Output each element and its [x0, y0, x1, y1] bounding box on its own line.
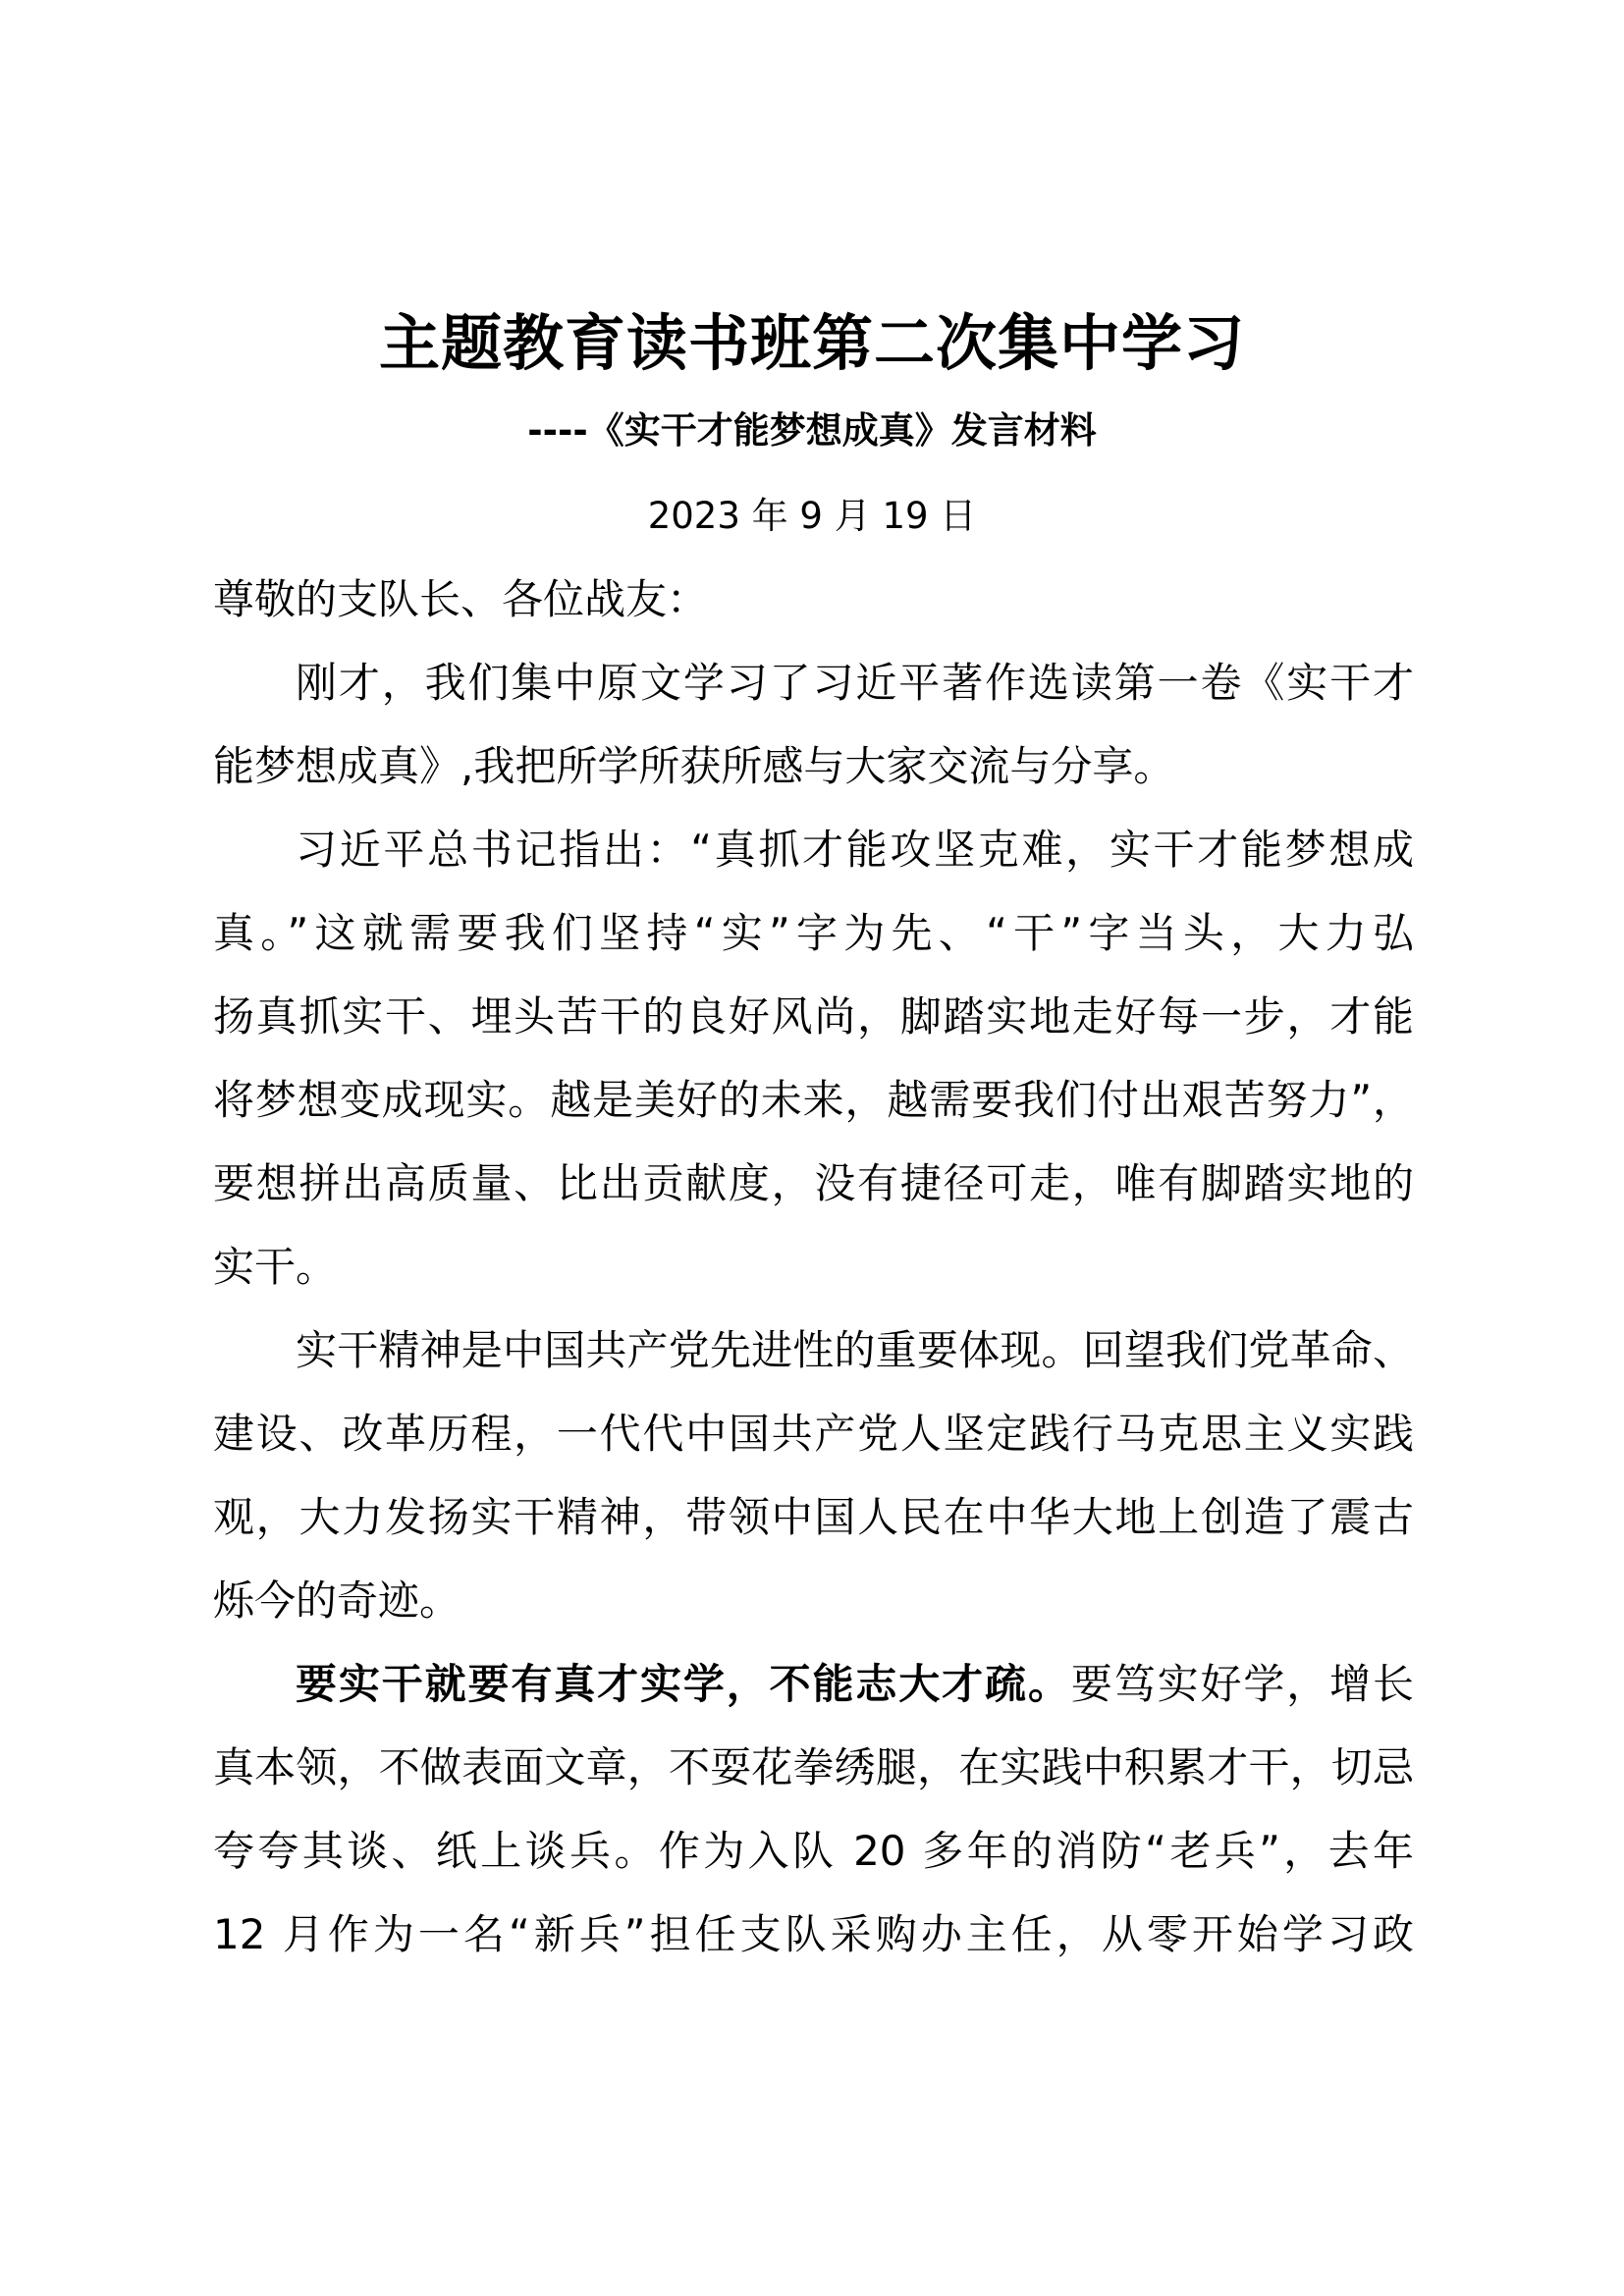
body-text: 建设、改革历程，一代代中国共产党人坚定践行马克思主义实践 [213, 1410, 1414, 1458]
body-line [213, 1308, 1414, 1392]
body-text: 真本领，不做表面文章，不耍花拳绣腿，在实践中积累才干，切忌 [213, 1743, 1414, 1791]
body-line [213, 1392, 1414, 1475]
body-text: 要笃实好学，增长 [1070, 1660, 1414, 1708]
body-line [213, 1058, 1414, 1142]
document-title: 主题教育读书班第二次集中学习 [378, 307, 1245, 379]
body-line [213, 641, 1414, 724]
document-body [213, 558, 1414, 1976]
body-text: 将梦想变成现实。越是美好的未来，越需要我们付出艰苦努力”， [213, 1076, 1414, 1124]
body-text: 实干精神是中国共产党先进性的重要体现。回望我们党革命、 [296, 1326, 1414, 1374]
body-line [213, 1726, 1414, 1809]
body-text: 要想拼出高质量、比出贡献度，没有捷径可走，唯有脚踏实地的 [213, 1159, 1414, 1207]
body-text: 尊敬的支队长、各位战友： [213, 575, 709, 623]
body-line [213, 724, 1414, 808]
document-date: 2023 年 9 月 19 日 [647, 495, 977, 537]
body-line [213, 975, 1414, 1058]
body-line [213, 1809, 1414, 1893]
body-text: 12 月作为一名“新兵”担任支队采购办主任，从零开始学习政 [213, 1910, 1414, 1958]
body-text: 观，大力发扬实干精神，带领中国人民在中华大地上创造了震古 [213, 1493, 1414, 1541]
body-text: 习近平总书记指出：“真抓才能攻坚克难，实干才能梦想成 [296, 826, 1414, 874]
body-line [213, 1142, 1414, 1225]
body-text: 能梦想成真》,我把所学所获所感与大家交流与分享。 [213, 742, 1175, 790]
body-text-bold: 要实干就要有真才实学，不能志大才疏。 [296, 1660, 1071, 1708]
body-line [213, 1893, 1414, 1976]
body-line [213, 1559, 1414, 1642]
body-line [213, 808, 1414, 891]
body-text: 夸夸其谈、纸上谈兵。作为入队 20 多年的消防“老兵”，去年 [213, 1827, 1414, 1875]
body-line [213, 1642, 1414, 1726]
body-text: 真。”这就需要我们坚持“实”字为先、“干”字当头，大力弘 [213, 909, 1414, 957]
body-line [213, 1475, 1414, 1559]
document-subtitle: ----《实干才能梦想成真》发言材料 [527, 409, 1097, 452]
body-line [213, 891, 1414, 975]
body-text: 烁今的奇迹。 [213, 1576, 461, 1625]
body-text: 扬真抓实干、埋头苦干的良好风尚，脚踏实地走好每一步，才能 [213, 992, 1414, 1041]
body-line [213, 1225, 1414, 1308]
body-text: 实干。 [213, 1243, 338, 1291]
body-text: 刚才，我们集中原文学习了习近平著作选读第一卷《实干才 [296, 659, 1414, 707]
body-line [213, 558, 1414, 641]
